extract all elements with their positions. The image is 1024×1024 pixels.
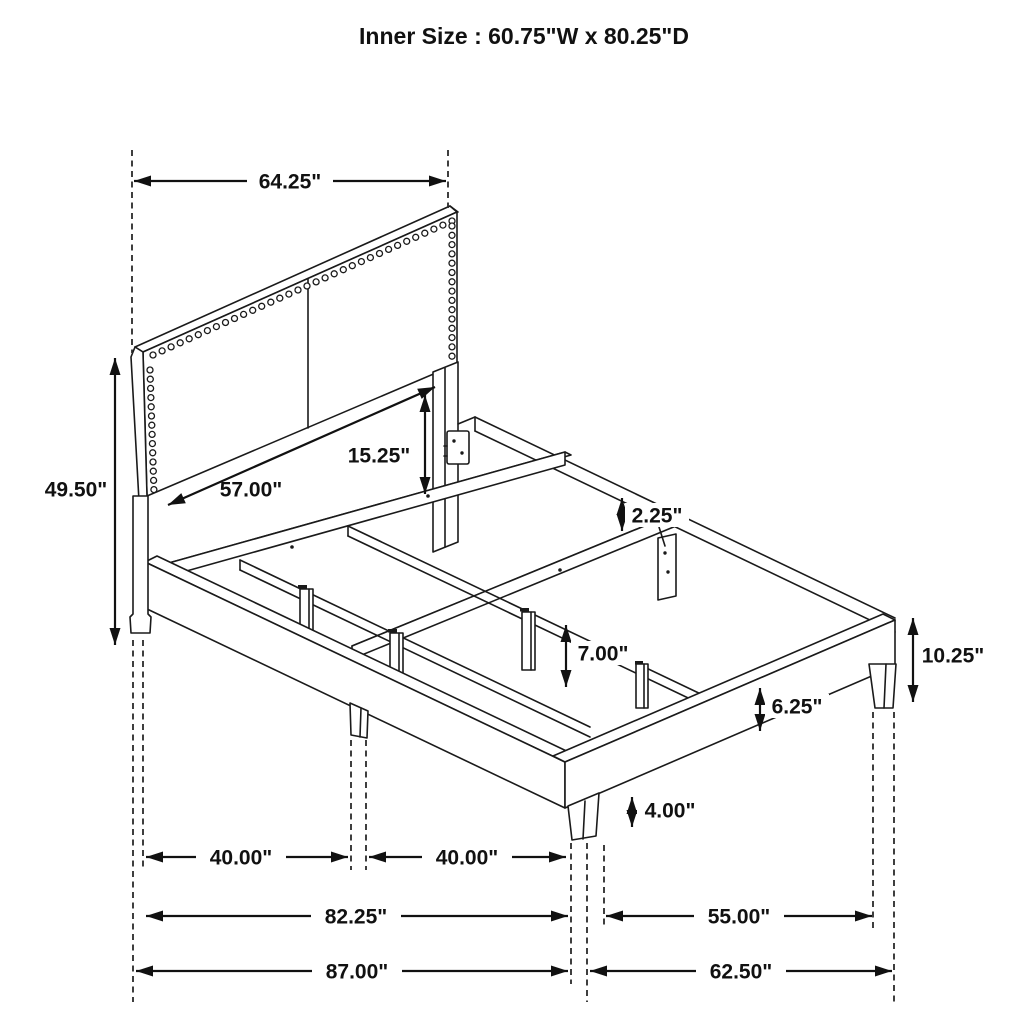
- nailhead-icon: [147, 367, 153, 373]
- nailhead-icon: [322, 275, 328, 281]
- dimension-arrowhead-icon: [134, 176, 151, 187]
- nailhead-icon: [449, 288, 455, 294]
- nailhead-icon: [148, 395, 154, 401]
- dimension-label: 87.00": [325, 960, 389, 984]
- nailhead-icon: [149, 422, 155, 428]
- nailhead-icon: [250, 307, 256, 313]
- nailhead-icon: [177, 340, 183, 346]
- dimension-label: 62.50": [709, 960, 773, 984]
- nailhead-icon: [449, 316, 455, 322]
- dimension-label: 15.25": [347, 444, 411, 468]
- nailhead-icon: [422, 230, 428, 236]
- nailhead-icon: [449, 260, 455, 266]
- nailhead-icon: [331, 271, 337, 277]
- slat-rail-head: [158, 452, 571, 579]
- dimension-arrowhead-icon: [551, 966, 568, 977]
- nailhead-icon: [241, 311, 247, 317]
- dimension-arrowhead-icon: [908, 685, 919, 702]
- dimension-label: 2.25": [631, 504, 683, 528]
- diagram-title: Inner Size : 60.75"W x 80.25"D: [359, 23, 689, 49]
- dimension-label: 55.00": [707, 905, 771, 929]
- nailhead-icon: [195, 332, 201, 338]
- dimension-arrowhead-icon: [551, 911, 568, 922]
- nailhead-icon: [151, 477, 157, 483]
- nailhead-icon: [148, 385, 154, 391]
- nailhead-icon: [204, 328, 210, 334]
- dimension-leg-spacing-b: [369, 845, 566, 870]
- dimension-arrowhead-icon: [855, 911, 872, 922]
- dimension-arrowhead-icon: [146, 852, 163, 863]
- headboard-left-leg: [130, 496, 151, 633]
- dimension-arrowhead-icon: [627, 810, 638, 827]
- nailhead-icon: [413, 234, 419, 240]
- nailhead-icon: [449, 325, 455, 331]
- nailhead-icon: [223, 320, 229, 326]
- nailhead-icon: [449, 242, 455, 248]
- dimension-arrowhead-icon: [590, 966, 607, 977]
- nailhead-icon: [395, 242, 401, 248]
- dimension-label: 40.00": [209, 846, 273, 870]
- nailhead-icon: [440, 222, 446, 228]
- dimension-label: 7.00": [577, 642, 629, 666]
- dimension-label: 40.00": [435, 846, 499, 870]
- nailhead-icon: [377, 251, 383, 257]
- nailhead-icon: [367, 255, 373, 261]
- dimension-arrowhead-icon: [369, 852, 386, 863]
- nailhead-icon: [150, 352, 156, 358]
- dimension-arrowhead-icon: [875, 966, 892, 977]
- nailhead-icon: [340, 267, 346, 273]
- nailhead-icon: [148, 404, 154, 410]
- nailhead-icon: [149, 441, 155, 447]
- nailhead-icon: [150, 450, 156, 456]
- nailhead-icon: [358, 259, 364, 265]
- nailhead-icon: [268, 299, 274, 305]
- dimension-arrowhead-icon: [561, 670, 572, 687]
- dimension-foot-width-partial: [606, 904, 872, 929]
- nailhead-icon: [449, 297, 455, 303]
- nailhead-icon: [147, 376, 153, 382]
- dimension-arrowhead-icon: [606, 911, 623, 922]
- dimension-arrowhead-icon: [429, 176, 446, 187]
- dimension-frame-corner-height: [908, 618, 992, 702]
- dimension-label: 57.00": [219, 478, 283, 502]
- nailhead-icon: [295, 287, 301, 293]
- nailhead-icon: [449, 279, 455, 285]
- dimension-headboard-width: [134, 169, 446, 194]
- dimension-arrowhead-icon: [110, 628, 121, 645]
- dimension-arrowhead-icon: [168, 493, 186, 505]
- dimension-headboard-height: [45, 358, 121, 645]
- dimension-arrowhead-icon: [549, 852, 566, 863]
- dimension-arrowhead-icon: [146, 911, 163, 922]
- dimension-label: 4.00": [644, 799, 696, 823]
- nailhead-icon: [449, 223, 455, 229]
- nailhead-icon: [386, 246, 392, 252]
- nailhead-icon: [149, 431, 155, 437]
- nailhead-icon: [213, 324, 219, 330]
- nailhead-icon: [286, 291, 292, 297]
- nailhead-icon: [232, 316, 238, 322]
- dimension-label: 64.25": [258, 170, 322, 194]
- dimension-leg-spacing-a: [146, 845, 348, 870]
- nailhead-icon: [259, 303, 265, 309]
- dimension-center-leg-height: [561, 625, 636, 687]
- dimension-label: 6.25": [771, 695, 823, 719]
- dimension-overall-depth: [136, 959, 568, 984]
- nailhead-icon: [449, 335, 455, 341]
- headboard-right-leg: [433, 362, 469, 552]
- dimension-arrowhead-icon: [136, 966, 153, 977]
- dimension-arrowhead-icon: [110, 358, 121, 375]
- nailhead-icon: [431, 226, 437, 232]
- dimension-foot-rail-height: [755, 688, 830, 731]
- nailhead-icon: [159, 348, 165, 354]
- nailhead-icon: [304, 283, 310, 289]
- nailhead-icon: [150, 459, 156, 465]
- dimension-label: 82.25": [324, 905, 388, 929]
- dimension-arrowhead-icon: [331, 852, 348, 863]
- nailhead-icon: [277, 295, 283, 301]
- dimension-overall-width: [590, 959, 892, 984]
- nailhead-icon: [150, 468, 156, 474]
- dimension-label: 49.50": [44, 478, 108, 502]
- dimension-corner-leg-height: [627, 797, 704, 827]
- dimension-arrowhead-icon: [908, 618, 919, 635]
- dimension-frame-length-front: [146, 904, 568, 929]
- nailhead-icon: [449, 344, 455, 350]
- dimension-label: 10.25": [921, 644, 985, 668]
- nailhead-icon: [449, 232, 455, 238]
- nailhead-icon: [449, 353, 455, 359]
- nailhead-icon: [449, 307, 455, 313]
- nailhead-icon: [149, 413, 155, 419]
- nailhead-icon: [404, 238, 410, 244]
- nailhead-icon: [313, 279, 319, 285]
- nailhead-icon: [151, 487, 157, 493]
- nailhead-icon: [449, 251, 455, 257]
- nailhead-icon: [349, 263, 355, 269]
- nailhead-icon: [449, 270, 455, 276]
- nailhead-icon: [168, 344, 174, 350]
- nailhead-icon: [186, 336, 192, 342]
